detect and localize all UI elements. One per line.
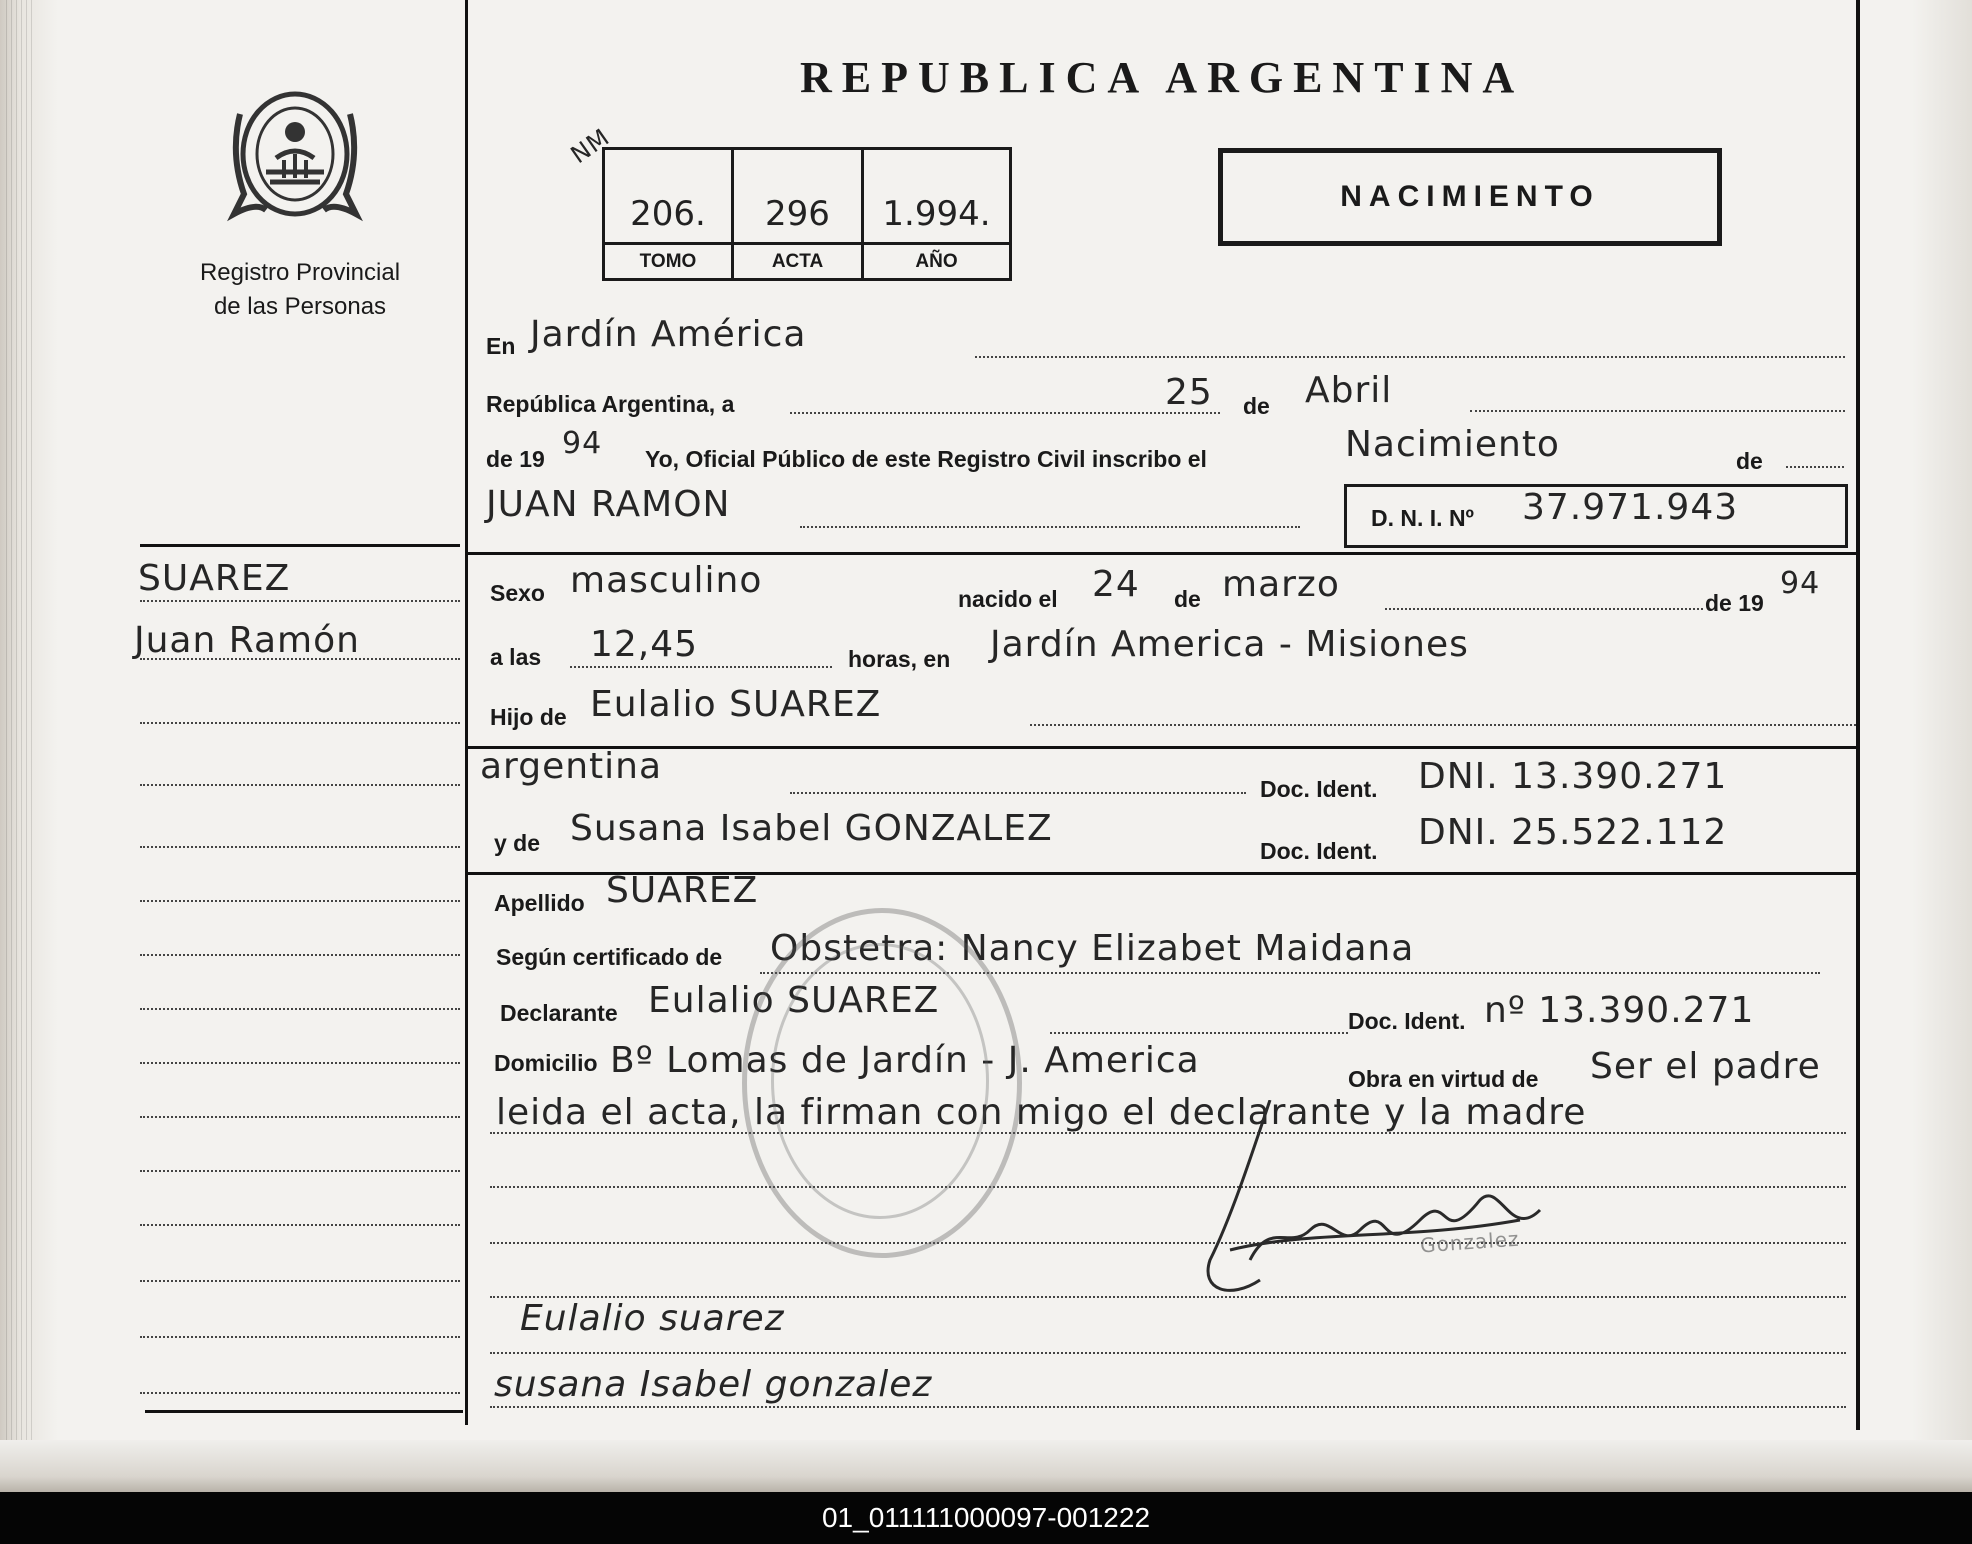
margin-line: [140, 1392, 460, 1394]
writing-line: [490, 1132, 1846, 1134]
acta-label: ACTA: [734, 242, 861, 279]
margin-line: [140, 846, 460, 848]
de2-line: [1786, 466, 1844, 468]
doc-declarante-value: nº 13.390.271: [1484, 990, 1755, 1031]
dia-nac-value: 24: [1092, 564, 1140, 605]
doc-ident-padre-label: Doc. Ident.: [1260, 776, 1378, 802]
page-stack-lines: [6, 0, 34, 1492]
lugar-value: Jardín América: [530, 314, 807, 355]
doc-ident-madre-label: Doc. Ident.: [1260, 838, 1378, 864]
y-de-label: y de: [494, 830, 541, 856]
certificado-label: Según certificado de: [496, 944, 723, 970]
registry-table: [602, 147, 1012, 281]
office-line-1: Registro Provincial: [199, 259, 401, 286]
mes-value: Abril: [1305, 370, 1393, 411]
margin-line: [140, 1224, 460, 1226]
declarante-value: Eulalio SUAREZ: [648, 980, 940, 1021]
doc-padre-value: DNI. 13.390.271: [1418, 756, 1728, 797]
tomo-label: TOMO: [605, 242, 731, 279]
sexo-label: Sexo: [490, 580, 545, 606]
nacido-label: nacido el: [958, 586, 1058, 612]
nacionalidad-padre-value: argentina: [480, 746, 663, 787]
section-rule-2: [468, 746, 1858, 749]
hijo-de-label: Hijo de: [490, 704, 567, 730]
apellido-value: SUAREZ: [606, 870, 759, 911]
page-bottom-edge: [0, 1440, 1972, 1492]
mes-line: [1470, 410, 1845, 412]
dni-box: [1344, 484, 1848, 548]
official-round-stamp: [742, 908, 1022, 1258]
firma-oficial: Gonzalez: [1419, 1226, 1521, 1258]
de1-label: de: [1243, 393, 1270, 419]
margin-top-rule: [140, 544, 460, 547]
margin-nombres: Juan Ramón: [134, 620, 360, 661]
hora-value: 12,45: [590, 624, 699, 665]
writing-line: [490, 1242, 1846, 1244]
padre-line: [1030, 724, 1856, 726]
page-title: REPUBLICA ARGENTINA: [800, 53, 1525, 102]
writing-line: [490, 1352, 1846, 1354]
mes-nac-value: marzo: [1222, 564, 1340, 605]
de2-label: de: [1736, 448, 1763, 474]
right-frame-line: [1856, 0, 1860, 1430]
left-frame-line: [465, 0, 468, 1425]
de-19-label: de 19: [486, 446, 545, 472]
firma-declarante: Eulalio suarez: [520, 1298, 785, 1339]
margin-line: [140, 900, 460, 902]
provincial-seal-icon: [226, 74, 364, 230]
doc-ident-declarante-label: Doc. Ident.: [1348, 1008, 1466, 1034]
tipo-inscripcion-value: Nacimiento: [1345, 424, 1560, 465]
margin-bottom-rule: [145, 1410, 463, 1413]
padre-value: Eulalio SUAREZ: [590, 684, 882, 725]
declarante-label: Declarante: [500, 1000, 618, 1026]
dia-value: 25: [1165, 372, 1213, 413]
anio-inscripcion-value: 94: [562, 426, 603, 461]
domicilio-value: Bº Lomas de Jardín - J. America: [610, 1040, 1200, 1081]
dia-line: [790, 412, 1220, 414]
ano-label: AÑO: [864, 242, 1009, 279]
de3-label: de: [1174, 586, 1201, 612]
margin-line: [140, 658, 460, 660]
margin-line: [140, 1062, 460, 1064]
hora-line: [570, 666, 832, 668]
margin-line: [140, 1336, 460, 1338]
acta-cell: [734, 150, 864, 278]
mes-nac-line: [1385, 608, 1703, 610]
apellido-label: Apellido: [494, 890, 585, 916]
margin-note: NM: [565, 122, 616, 170]
lugar-nac-value: Jardín America - Misiones: [990, 624, 1469, 665]
stamp-inner-ring: [771, 943, 989, 1219]
sexo-value: masculino: [570, 560, 763, 601]
ano-cell: [864, 150, 1009, 278]
lugar-line: [975, 356, 1845, 358]
image-id-bar: [0, 1492, 1972, 1544]
margin-line: [140, 722, 460, 724]
madre-value: Susana Isabel GONZALEZ: [570, 808, 1053, 849]
margin-line: [140, 1116, 460, 1118]
nombre-line: [800, 526, 1300, 528]
en-label: En: [486, 333, 516, 359]
doc-madre-value: DNI. 25.522.112: [1418, 812, 1728, 853]
a-las-label: a las: [490, 644, 542, 670]
writing-line: [490, 1406, 1846, 1408]
anio-nac-value: 94: [1780, 566, 1821, 601]
tomo-value: 206.: [630, 194, 706, 234]
declarante-line: [1050, 1032, 1348, 1034]
tomo-cell: [605, 150, 734, 278]
margin-line: [140, 954, 460, 956]
nombre-value: JUAN RAMON: [486, 484, 731, 525]
nacionalidad-line: [790, 792, 1246, 794]
ano-value: 1.994.: [882, 194, 991, 234]
official-signature-scribble: [1190, 1100, 1610, 1320]
yo-oficial-label: Yo, Oficial Público de este Registro Civil inscribo el: [645, 446, 1207, 472]
obra-value: Ser el padre: [1590, 1046, 1821, 1087]
leida-value: leida el acta, la firman con migo el declarante y la madre: [496, 1092, 1587, 1133]
margin-line: [140, 1008, 460, 1010]
margin-line: [140, 1170, 460, 1172]
margin-line: [140, 600, 460, 602]
acta-value: 296: [765, 194, 830, 234]
book-gutter: [0, 0, 58, 1492]
obra-label: Obra en virtud de: [1348, 1066, 1539, 1092]
image-id-label: 01_011111000097-001222: [821, 1502, 1151, 1533]
firma-madre: susana Isabel gonzalez: [494, 1364, 933, 1405]
margin-line: [140, 1280, 460, 1282]
office-line-2: de las Personas: [213, 293, 387, 320]
section-rule-1: [468, 552, 1858, 555]
horas-en-label: horas, en: [848, 646, 951, 672]
republica-label: República Argentina, a: [486, 391, 735, 417]
domicilio-label: Domicilio: [494, 1050, 598, 1076]
de-19-label-2: de 19: [1705, 590, 1764, 616]
certificado-value: Obstetra: Nancy Elizabet Maidana: [770, 928, 1415, 969]
act-type-box: NACIMIENTO: [1218, 148, 1722, 246]
writing-line: [490, 1186, 1846, 1188]
registry-office-name: [160, 256, 440, 324]
dni-value: 37.971.943: [1522, 487, 1739, 528]
page-right-edge: [1912, 0, 1972, 1492]
margin-line: [140, 784, 460, 786]
dni-label: D. N. I. Nº: [1371, 505, 1474, 531]
margin-apellido: SUAREZ: [138, 558, 291, 599]
